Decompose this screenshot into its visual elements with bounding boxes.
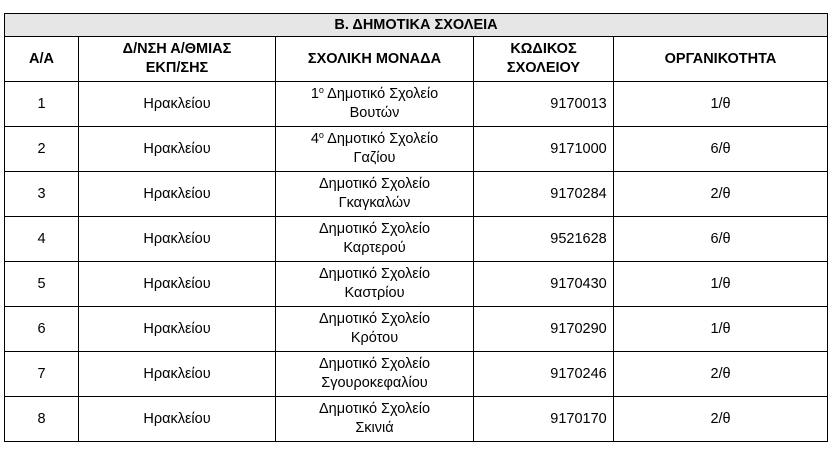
table-row [5, 172, 828, 217]
cell-directorate: Ηρακλείου [79, 262, 276, 307]
cell-aa: 3 [5, 172, 79, 217]
school-ordinal-suffix: ο [318, 85, 324, 95]
cell-school [276, 262, 474, 307]
school-name-line1 [276, 220, 473, 239]
header-aa: Α/Α [5, 37, 79, 82]
school-ordinal-number: 1 [310, 86, 319, 102]
school-name-text: Δημοτικό Σχολείο [318, 311, 431, 327]
cell-school [276, 397, 474, 442]
school-name-text: Δημοτικό Σχολείο [323, 86, 439, 102]
school-name-text: Δημοτικό Σχολείο [318, 401, 431, 417]
table-header-row [5, 37, 828, 82]
header-code-line2: ΣΧΟΛΕΙΟΥ [506, 60, 581, 76]
cell-capacity: 1/θ [614, 262, 828, 307]
cell-directorate: Ηρακλείου [79, 397, 276, 442]
school-name-line2: Βουτών [349, 105, 400, 121]
cell-directorate: Ηρακλείου [79, 127, 276, 172]
cell-capacity: 6/θ [614, 127, 828, 172]
table-title: Β. ΔΗΜΟΤΙΚΑ ΣΧΟΛΕΙΑ [5, 14, 828, 37]
table-title-row [5, 14, 828, 37]
cell-school-code: 9170246 [474, 352, 614, 397]
school-name-line2: Καρτερού [343, 240, 406, 256]
header-capacity: ΟΡΓΑΝΙΚΟΤΗΤΑ [614, 37, 828, 82]
header-school-code [474, 37, 614, 82]
table-body [5, 82, 828, 442]
schools-table [4, 13, 828, 442]
school-name-line2: Καστρίου [344, 285, 405, 301]
cell-school-code: 9170013 [474, 82, 614, 127]
cell-capacity: 2/θ [614, 172, 828, 217]
cell-school [276, 217, 474, 262]
cell-directorate: Ηρακλείου [79, 82, 276, 127]
school-name-line2: Σκινιά [355, 420, 394, 436]
cell-aa: 7 [5, 352, 79, 397]
table-row [5, 352, 828, 397]
cell-school [276, 82, 474, 127]
school-name-text: Δημοτικό Σχολείο [318, 176, 431, 192]
header-code-line1: ΚΩΔΙΚΟΣ [510, 41, 577, 57]
cell-school [276, 352, 474, 397]
cell-school [276, 307, 474, 352]
cell-school-code: 9521628 [474, 217, 614, 262]
school-name-line1 [276, 85, 473, 104]
cell-capacity: 2/θ [614, 352, 828, 397]
table-row [5, 262, 828, 307]
cell-directorate: Ηρακλείου [79, 172, 276, 217]
cell-directorate: Ηρακλείου [79, 217, 276, 262]
school-ordinal-suffix: ο [318, 130, 324, 140]
cell-school [276, 172, 474, 217]
header-directorate-line1: Δ/ΝΣΗ Α/ΘΜΙΑΣ [122, 41, 232, 57]
cell-capacity: 1/θ [614, 82, 828, 127]
school-name-line2: Κρότου [350, 330, 399, 346]
cell-school [276, 127, 474, 172]
cell-school-code: 9170170 [474, 397, 614, 442]
school-name-line1 [276, 130, 473, 149]
cell-school-code: 9170290 [474, 307, 614, 352]
cell-capacity: 2/θ [614, 397, 828, 442]
header-directorate-line2: ΕΚΠ/ΣΗΣ [145, 60, 209, 76]
school-name-text: Δημοτικό Σχολείο [318, 356, 431, 372]
table-row [5, 82, 828, 127]
school-name-line1 [276, 175, 473, 194]
cell-aa: 5 [5, 262, 79, 307]
cell-school-code: 9170430 [474, 262, 614, 307]
school-name-line1 [276, 310, 473, 329]
cell-aa: 2 [5, 127, 79, 172]
cell-aa: 1 [5, 82, 79, 127]
table-row [5, 397, 828, 442]
school-name-text: Δημοτικό Σχολείο [318, 266, 431, 282]
school-name-line2: Γκαγκαλών [338, 195, 411, 211]
school-name-line1 [276, 400, 473, 419]
header-directorate [79, 37, 276, 82]
school-ordinal-number: 4 [310, 131, 319, 147]
cell-school-code: 9170284 [474, 172, 614, 217]
school-name-line2: Σγουροκεφαλίου [321, 375, 428, 391]
header-school-unit: ΣΧΟΛΙΚΗ ΜΟΝΑΔΑ [276, 37, 474, 82]
cell-directorate: Ηρακλείου [79, 307, 276, 352]
school-name-line1 [276, 355, 473, 374]
cell-aa: 6 [5, 307, 79, 352]
cell-directorate: Ηρακλείου [79, 352, 276, 397]
school-name-line2: Γαζίου [353, 150, 396, 166]
table-row [5, 217, 828, 262]
school-name-line1 [276, 265, 473, 284]
cell-aa: 4 [5, 217, 79, 262]
cell-capacity: 6/θ [614, 217, 828, 262]
cell-aa: 8 [5, 397, 79, 442]
table-row [5, 127, 828, 172]
table-row [5, 307, 828, 352]
school-name-text: Δημοτικό Σχολείο [323, 131, 439, 147]
cell-capacity: 1/θ [614, 307, 828, 352]
cell-school-code: 9171000 [474, 127, 614, 172]
school-name-text: Δημοτικό Σχολείο [318, 221, 431, 237]
